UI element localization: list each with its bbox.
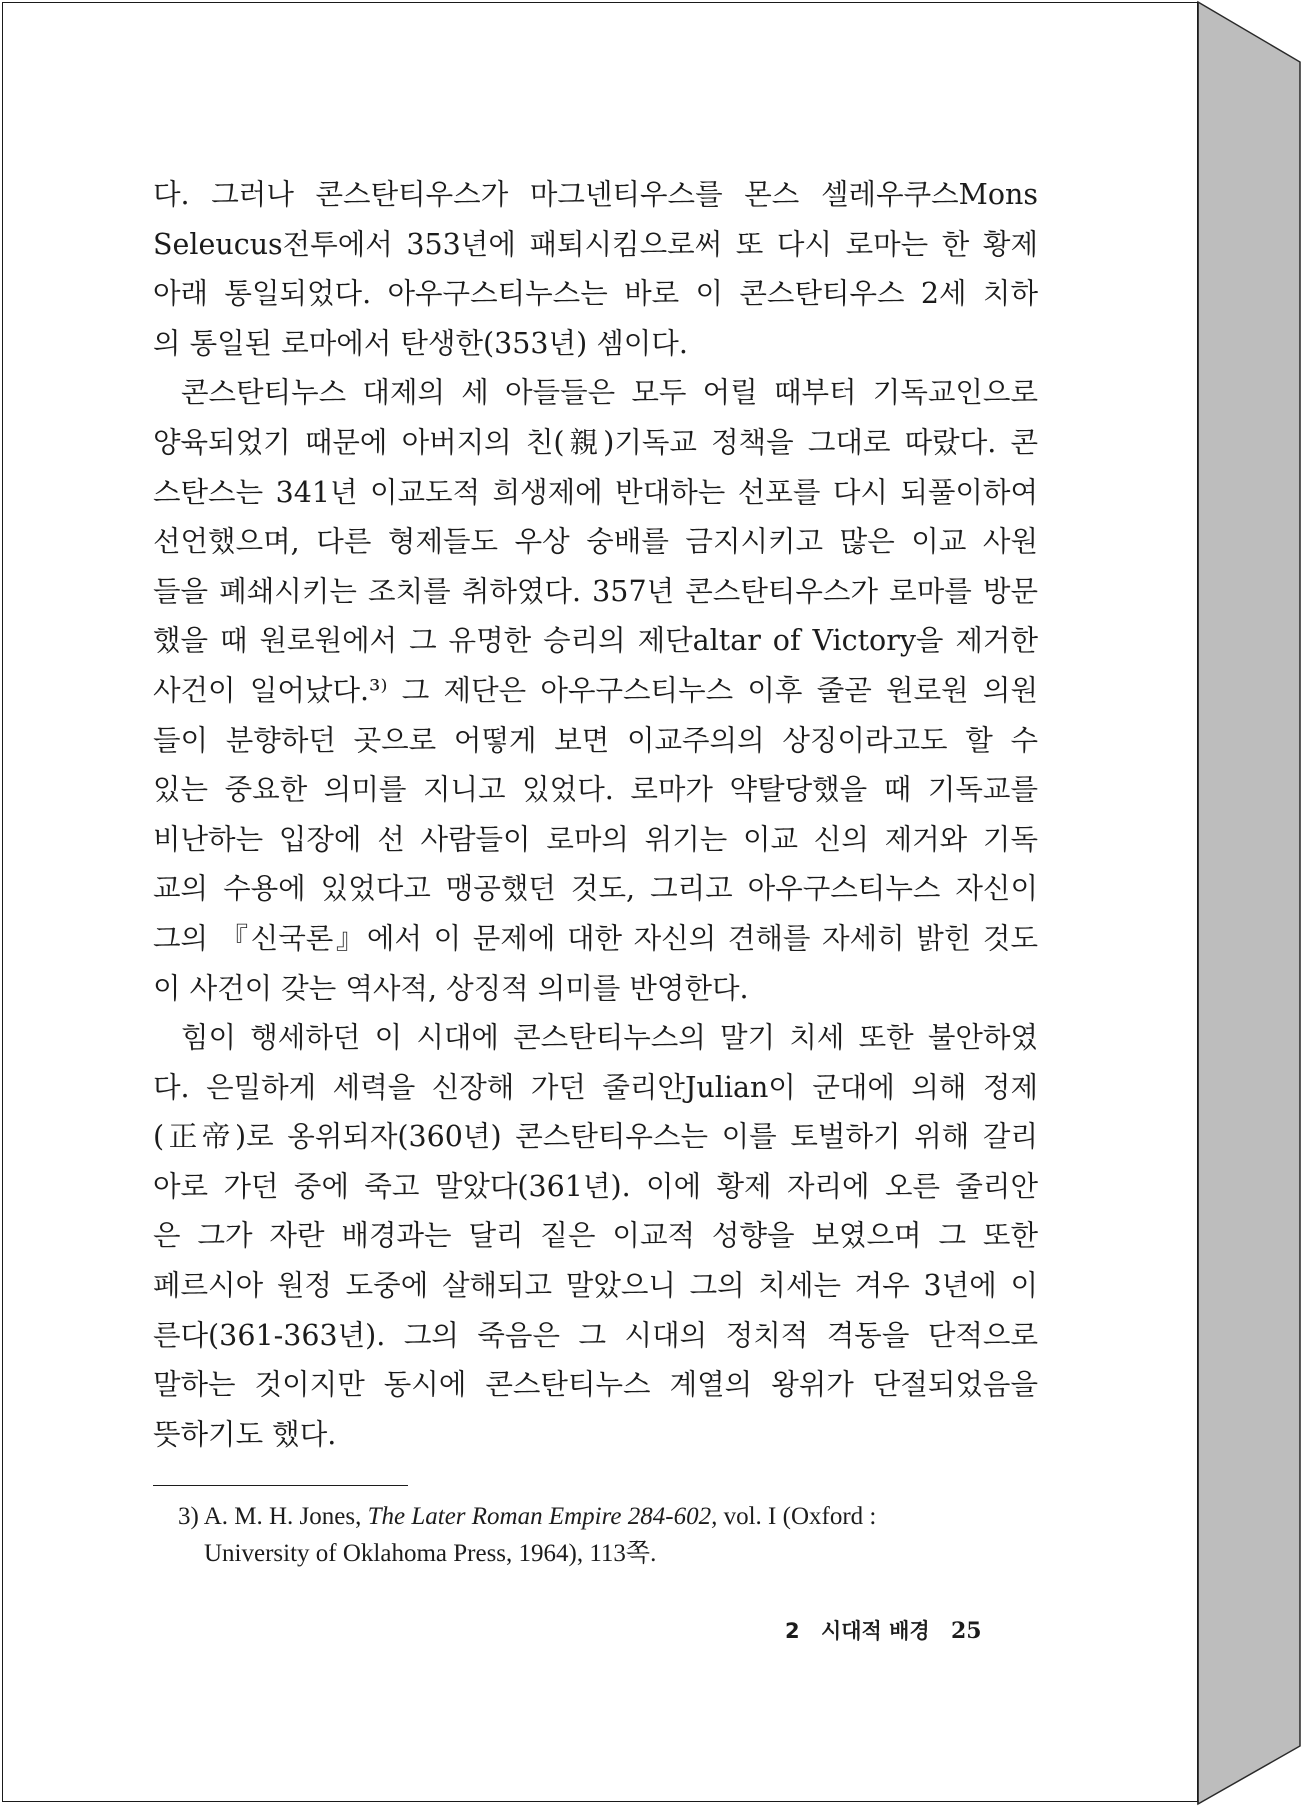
text-line: 이 사건이 갖는 역사적, 상징적 의미를 반영한다. xyxy=(153,971,749,1005)
text-line: 뜻하기도 했다. xyxy=(153,1417,337,1451)
text-line: 힘이 행세하던 이 시대에 콘스탄티누스의 말기 치세 또한 불안하였 xyxy=(181,1021,1038,1055)
footnote-line-1 xyxy=(178,1498,1040,1535)
text-line: 말하는 것이지만 동시에 콘스탄티누스 계열의 왕위가 단절되었음을 xyxy=(153,1368,1038,1402)
body-text xyxy=(153,170,1038,1459)
footnote-line-2: University of Oklahoma Press, 1964), 113쪽. xyxy=(204,1540,657,1567)
paragraph-1 xyxy=(153,170,1038,368)
text-line: 페르시아 원정 도중에 살해되고 말았으니 그의 치세는 겨우 3년에 이 xyxy=(153,1269,1038,1303)
footnote-author: A. M. H. Jones, xyxy=(203,1503,362,1530)
text-line: Seleucus전투에서 353년에 패퇴시킴으로써 또 다시 로마는 한 황제 xyxy=(153,227,1038,261)
page-number: 25 xyxy=(951,1618,982,1644)
footnote-book-title: The Later Roman Empire 284-602, xyxy=(367,1503,718,1530)
text-line: 의 통일된 로마에서 탄생한(353년) 셈이다. xyxy=(153,326,688,360)
text-line: 했을 때 원로원에서 그 유명한 승리의 제단altar of Victory을 제거한 xyxy=(153,624,1038,658)
text-line: 선언했으며, 다른 형제들도 우상 숭배를 금지시키고 많은 이교 사원 xyxy=(153,525,1038,559)
footnote-divider xyxy=(153,1485,408,1486)
text-line: 다. 은밀하게 세력을 신장해 가던 줄리안Julian이 군대에 의해 정제 xyxy=(153,1070,1038,1104)
text-line: 교의 수용에 있었다고 맹공했던 것도, 그리고 아우구스티누스 자신이 xyxy=(153,872,1038,906)
text-line: 그의 『신국론』에서 이 문제에 대한 자신의 견해를 자세히 밝힌 것도 xyxy=(153,921,1038,955)
footnote-publication: vol. I (Oxford : xyxy=(723,1503,877,1530)
running-footer xyxy=(785,1615,1045,1645)
text-line: 다. 그러나 콘스탄티우스가 마그넨티우스를 몬스 셀레우쿠스Mons xyxy=(153,178,1038,211)
footnote-number: 3) xyxy=(178,1503,199,1530)
text-line: 아로 가던 중에 죽고 말았다(361년). 이에 황제 자리에 오른 줄리안 xyxy=(153,1169,1038,1203)
text-line: 들이 분향하던 곳으로 어떻게 보면 이교주의의 상징이라고도 할 수 xyxy=(153,723,1038,757)
text-line: 콘스탄티누스 대제의 세 아들들은 모두 어릴 때부터 기독교인으로 xyxy=(181,376,1038,410)
paragraph-2 xyxy=(153,368,1038,1013)
text-line: 양육되었기 때문에 아버지의 친(親)기독교 정책을 그대로 따랐다. 콘 xyxy=(153,425,1038,459)
text-line: 른다(361-363년). 그의 죽음은 그 시대의 정치적 격동을 단적으로 xyxy=(153,1318,1038,1352)
chapter-number: 2 xyxy=(785,1619,800,1643)
text-line: 비난하는 입장에 선 사람들이 로마의 위기는 이교 신의 제거와 기독 xyxy=(153,822,1038,856)
text-line: 은 그가 자란 배경과는 달리 짙은 이교적 성향을 보였으며 그 또한 xyxy=(153,1219,1038,1253)
text-line: 있는 중요한 의미를 지니고 있었다. 로마가 약탈당했을 때 기독교를 xyxy=(153,773,1038,807)
text-line: (正帝)로 옹위되자(360년) 콘스탄티우스는 이를 토벌하기 위해 갈리 xyxy=(153,1120,1038,1154)
text-line: 들을 폐쇄시키는 조치를 취하였다. 357년 콘스탄티우스가 로마를 방문 xyxy=(153,574,1038,608)
footnote xyxy=(178,1498,1040,1572)
text-line: 아래 통일되었다. 아우구스티누스는 바로 이 콘스탄티우스 2세 치하 xyxy=(153,277,1038,311)
chapter-title: 시대적 배경 xyxy=(820,1619,930,1643)
text-line: 사건이 일어났다.³⁾ 그 제단은 아우구스티누스 이후 줄곧 원로원 의원 xyxy=(153,673,1038,707)
paragraph-3 xyxy=(153,1013,1038,1459)
text-line: 스탄스는 341년 이교도적 희생제에 반대하는 선포를 다시 되풀이하여 xyxy=(153,475,1038,509)
